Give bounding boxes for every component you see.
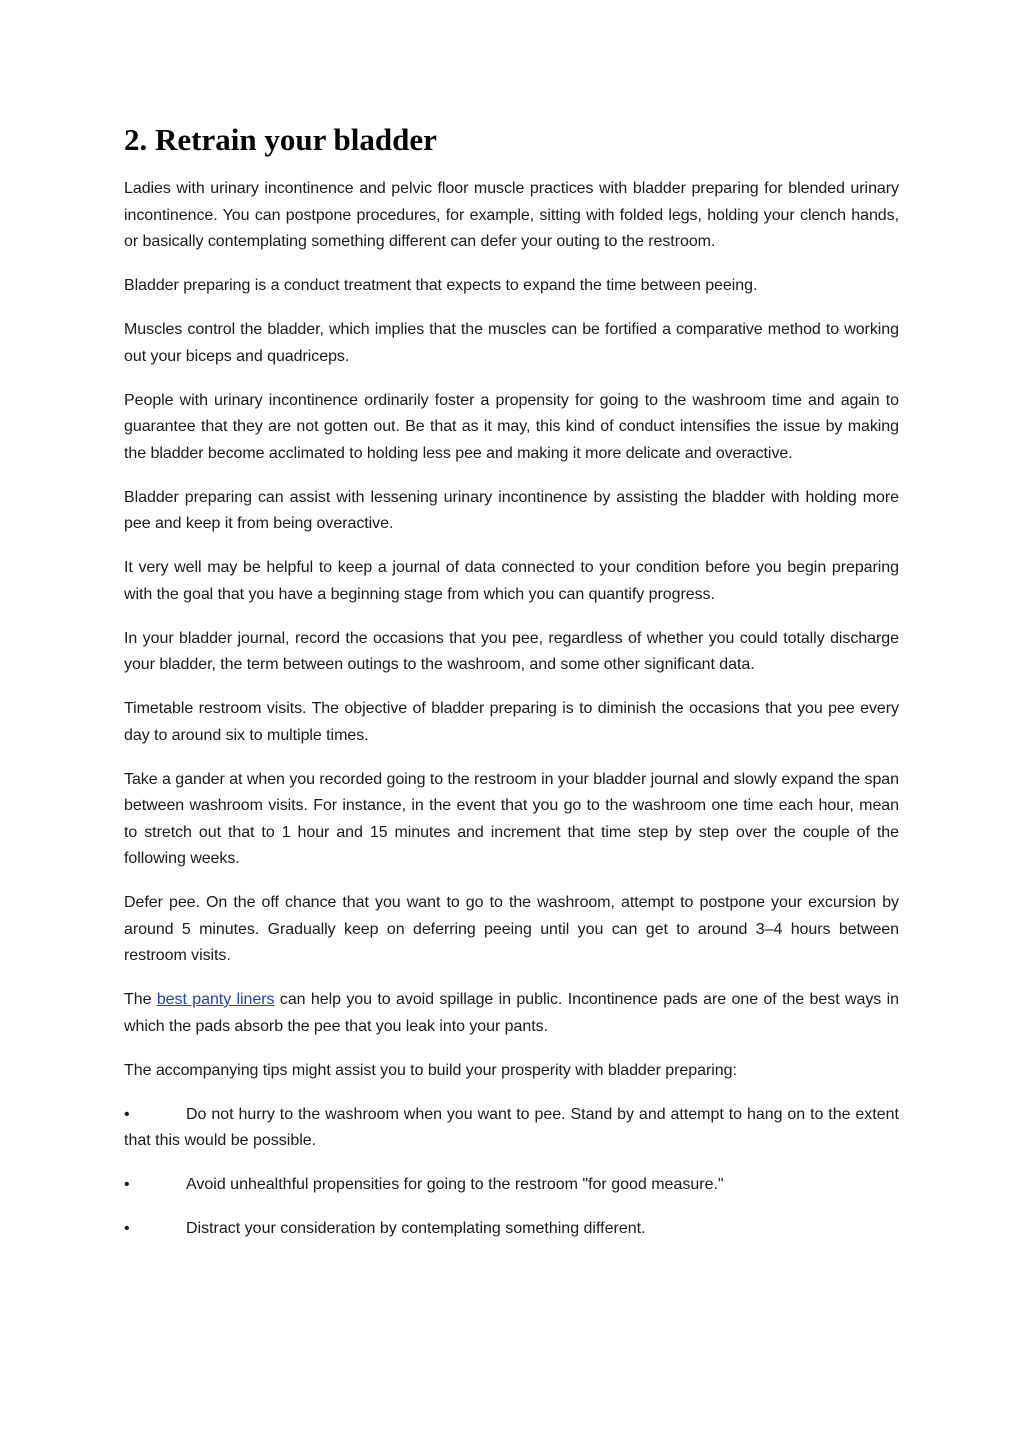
paragraph-4: People with urinary incontinence ordinarily foster a propensity for going to the washroom time and again to guarantee that they are not gotten out. Be that as it may, this kind of conduct intensifies the issue by making the bladder become acclimated to holding less pee and making it more delicate and overactive. [124, 391, 899, 462]
link-paragraph-prefix: The [124, 991, 157, 1008]
paragraph-10: Defer pee. On the off chance that you want to go to the washroom, attempt to postpone your excursion by around 5 minutes. Gradually keep on deferring peeing until you can get to around 3–4 hours between restroom visits. [124, 894, 899, 964]
panty-liners-paragraph [124, 987, 899, 1040]
bullet-text: Distract your consideration by contemplating something different. [186, 1220, 646, 1237]
bullet-text: Avoid unhealthful propensities for going to the restroom "for good measure." [186, 1176, 724, 1193]
paragraph-3: Muscles control the bladder, which implies that the muscles can be fortified a comparative method to working out your biceps and quadriceps. [124, 321, 899, 365]
link-paragraph-suffix: can help you to avoid spillage in public. Incontinence pads are one of the best ways in which the pads absorb the pee that you leak into your pants. [124, 991, 899, 1035]
bullet-icon: • [124, 1105, 130, 1123]
paragraph-2: Bladder preparing is a conduct treatment that expects to expand the time between peeing. [124, 277, 758, 294]
list-item [124, 1216, 899, 1243]
paragraph-1: Ladies with urinary incontinence and pelvic floor muscle practices with bladder preparing for blended urinary incontinence. You can postpone procedures, for example, sitting with folded legs, holding your clench hands, or basically contemplating something different can defer your outing to the restroom. [124, 180, 899, 250]
paragraph-7: In your bladder journal, record the occasions that you pee, regardless of whether you could totally discharge your bladder, the term between outings to the washroom, and some other significant data. [124, 629, 899, 673]
tips-intro: The accompanying tips might assist you to build your prosperity with bladder preparing: [124, 1061, 737, 1079]
paragraph-6: It very well may be helpful to keep a journal of data connected to your condition before you begin preparing with the goal that you have a beginning stage from which you can quantify progress. [124, 559, 899, 603]
best-panty-liners-link[interactable]: best panty liners [156, 991, 275, 1008]
bullet-icon: • [124, 1176, 130, 1193]
paragraph-5: Bladder preparing can assist with lessening urinary incontinence by assisting the bladder with holding more pee and keep it from being overactive. [124, 488, 899, 532]
paragraph-9: Take a gander at when you recorded going to the restroom in your bladder journal and slowly expand the span between washroom visits. For instance, in the event that you go to the washroom one time each hour, mean to stretch out that to 1 hour and 15 minutes and increment that time step by step over the couple of the following weeks. [124, 770, 899, 867]
bullet-text: Do not hurry to the washroom when you want to pee. Stand by and attempt to hang on to the extent that this would be possible. [124, 1105, 899, 1149]
document-page [124, 118, 899, 1260]
paragraph-8: Timetable restroom visits. The objective of bladder preparing is to diminish the occasions that you pee every day to around six to multiple times. [124, 700, 899, 744]
list-item [124, 1102, 899, 1155]
section-heading: 2. Retrain your bladder [124, 122, 437, 157]
list-item [124, 1172, 899, 1199]
bullet-icon: • [124, 1220, 130, 1237]
